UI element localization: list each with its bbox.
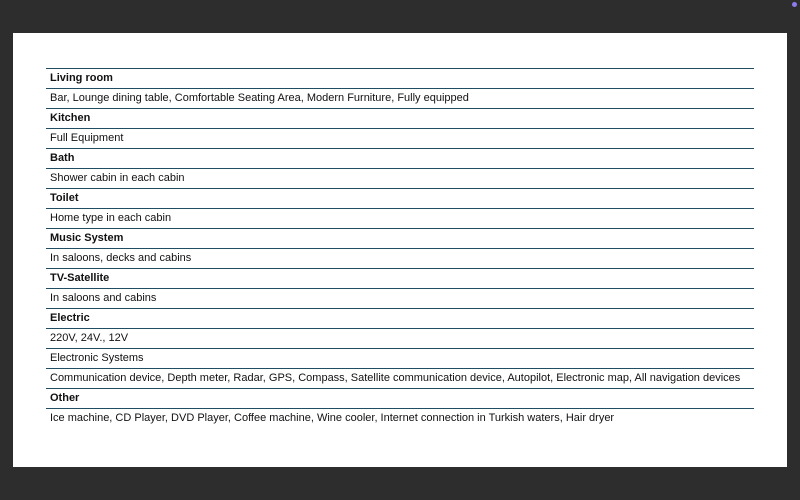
section-heading-bath: Bath (46, 148, 754, 168)
section-value-other: Ice machine, CD Player, DVD Player, Coffee machine, Wine cooler, Internet connection in Turkish waters, Hair dryer (46, 408, 754, 428)
section-value-electric: 220V, 24V., 12V (46, 328, 754, 348)
section-heading-electric: Electric (46, 308, 754, 328)
specifications-table (46, 68, 754, 428)
document-page (13, 33, 787, 467)
section-heading-tv-satellite: TV-Satellite (46, 268, 754, 288)
section-value-music-system: In saloons, decks and cabins (46, 248, 754, 268)
section-value-kitchen: Full Equipment (46, 128, 754, 148)
section-value-electronic-systems: Communication device, Depth meter, Radar, GPS, Compass, Satellite communication device, Autopilot, Electronic map, All navigation devices (46, 368, 754, 388)
section-subheading-electronic-systems: Electronic Systems (46, 348, 754, 368)
section-value-bath: Shower cabin in each cabin (46, 168, 754, 188)
section-value-tv-satellite: In saloons and cabins (46, 288, 754, 308)
section-heading-living-room: Living room (46, 68, 754, 88)
status-indicator-dot (792, 2, 797, 7)
section-heading-other: Other (46, 388, 754, 408)
section-heading-music-system: Music System (46, 228, 754, 248)
section-heading-kitchen: Kitchen (46, 108, 754, 128)
section-value-toilet: Home type in each cabin (46, 208, 754, 228)
section-value-living-room: Bar, Lounge dining table, Comfortable Seating Area, Modern Furniture, Fully equipped (46, 88, 754, 108)
section-heading-toilet: Toilet (46, 188, 754, 208)
